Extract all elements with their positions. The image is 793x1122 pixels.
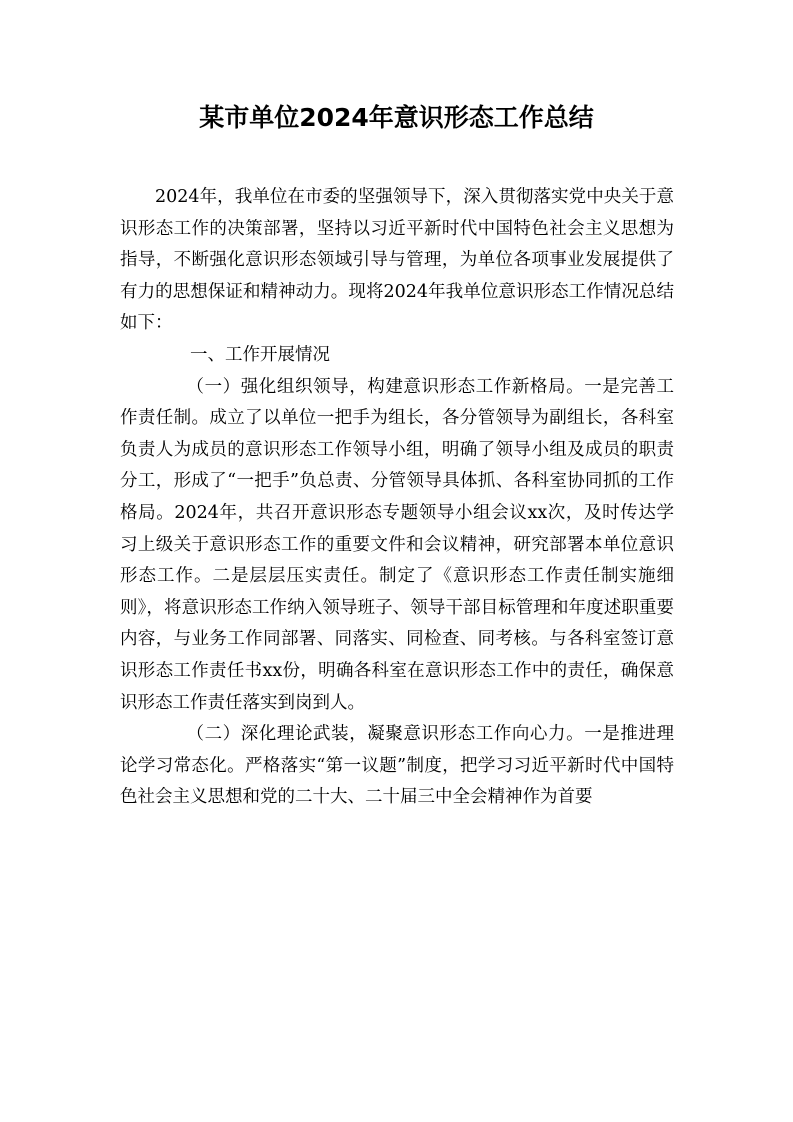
subsection-theory-study: （二）深化理论武装，凝聚意识形态工作向心力。一是推进理论学习常态化。严格落实“第一议题”制度，把学习习近平新时代中国特色社会主义思想和党的二十大、二十届三中全会精神作为首要 xyxy=(120,724,674,808)
document-title: 某市单位2024年意识形态工作总结 xyxy=(199,103,594,132)
intro-paragraph: 2024年，我单位在市委的坚强领导下，深入贯彻落实党中央关于意识形态工作的决策部署，坚持以习近平新时代中国特色社会主义思想为指导，不断强化意识形态领域引导与管理，为单位各项事业发展提供了有力的思想保证和精神动力。现将2024年我单位意识形态工作情况总结如下： xyxy=(120,187,674,334)
document-body xyxy=(120,182,674,814)
section-heading-work-status: 一、工作开展情况 xyxy=(190,344,330,365)
subsection-organization-leadership: （一）强化组织领导，构建意识形态工作新格局。一是完善工作责任制。成立了以单位一把手为组长，各分管领导为副组长，各科室负责人为成员的意识形态工作领导小组，明确了领导小组及成员的职责分工，形成了“一把手”负总责、分管领导具体抓、各科室协同抓的工作格局。2024年，共召开意识形态专题领导小组会议xx次，及时传达学习上级关于意识形态工作的重要文件和会议精神，研究部署本单位意识形态工作。二是层层压实责任。制定了《意识形态工作责任制实施细则》，将意识形态工作纳入领导班子、领导干部目标管理和年度述职重要内容，与业务工作同部署、同落实、同检查、同考核。与各科室签订意识形态工作责任书xx份，明确各科室在意识形态工作中的责任，确保意识形态工作责任落实到岗到人。 xyxy=(120,376,674,713)
